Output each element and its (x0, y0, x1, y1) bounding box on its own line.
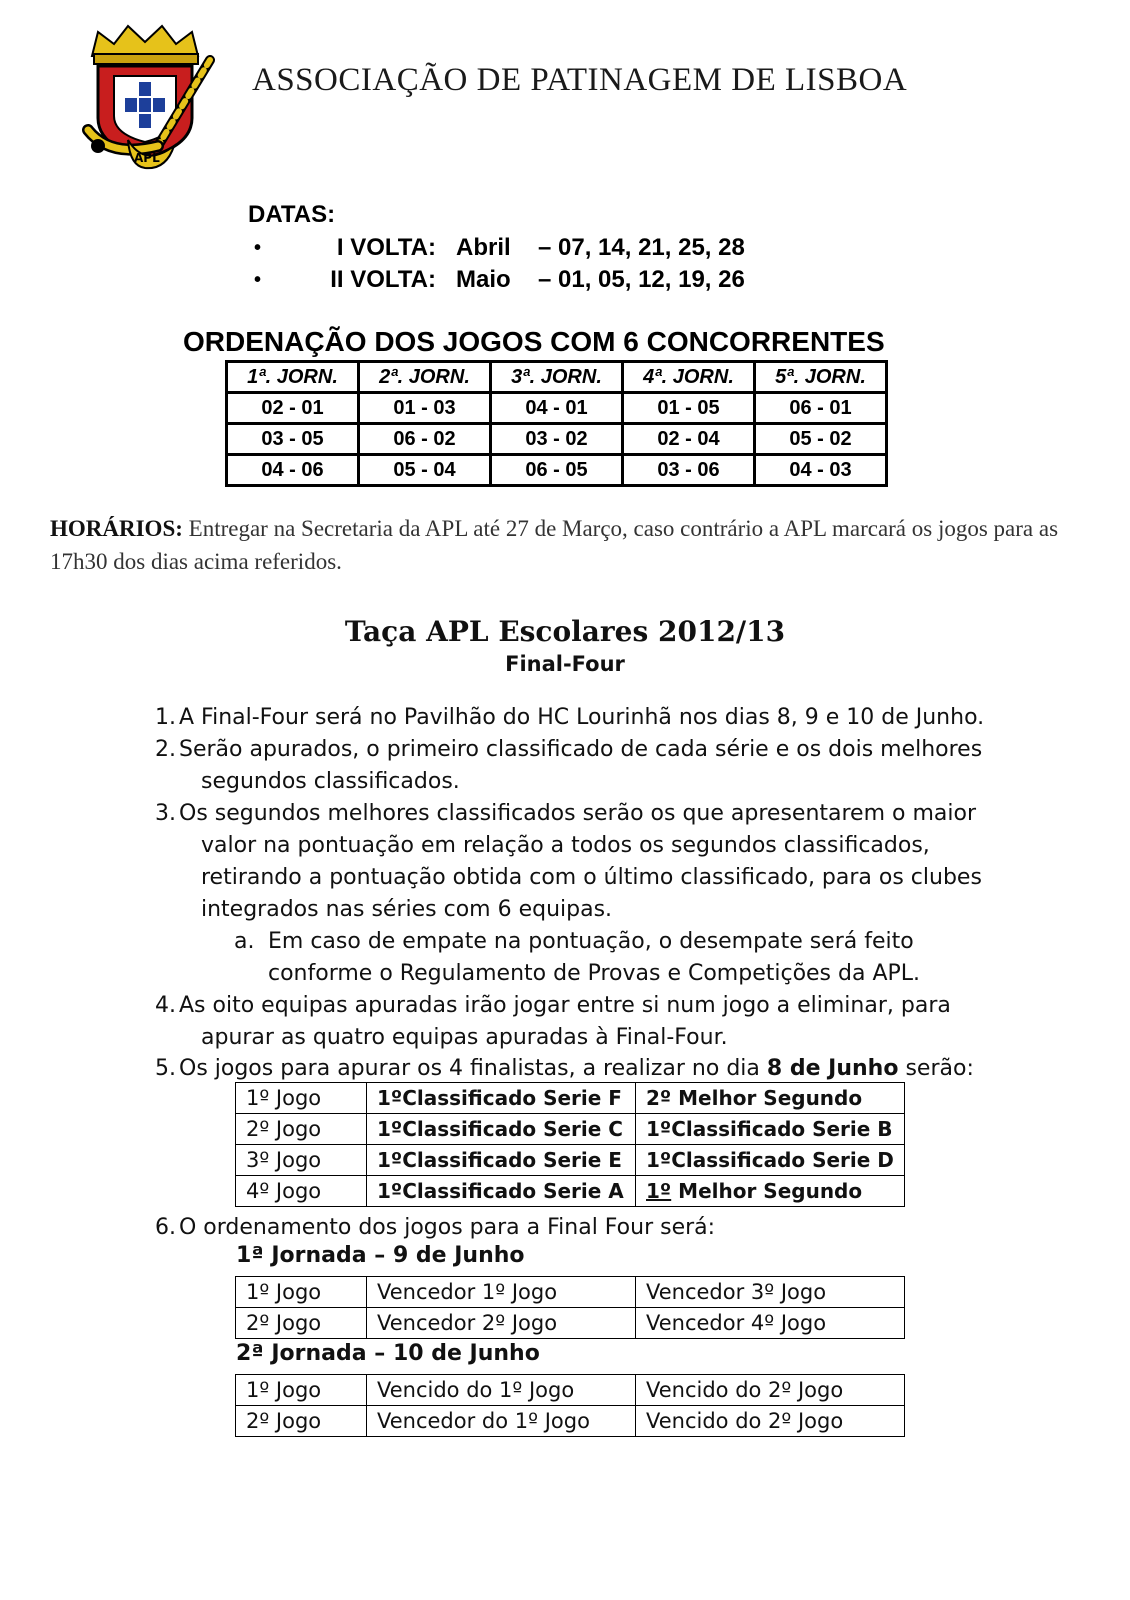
rule-text: conforme o Regulamento de Provas e Competições da APL. (268, 961, 921, 986)
game-number: 3º Jogo (236, 1145, 367, 1176)
round-month: Abril (456, 234, 511, 261)
schedule-label: HORÁRIOS: (50, 516, 183, 541)
round-label: II VOLTA: (330, 266, 436, 293)
home-team: Vencido do 1º Jogo (367, 1375, 636, 1406)
matchday-1-table (235, 1276, 905, 1339)
rule-number: 1. (155, 705, 176, 730)
round-month: Maio (456, 266, 511, 293)
qualifying-games-table (235, 1082, 905, 1207)
table-cell: 06 - 05 (491, 455, 623, 486)
matchday-1-title: 1ª Jornada – 9 de Junho (236, 1243, 525, 1268)
column-header: 1ª. JORN. (227, 362, 359, 393)
rule-item (155, 990, 951, 1022)
rule-item (155, 702, 984, 734)
matchday-2-title: 2ª Jornada – 10 de Junho (236, 1341, 540, 1366)
home-team: Vencedor do 1º Jogo (367, 1406, 636, 1437)
svg-text:APL: APL (134, 151, 160, 165)
game-number: 2º Jogo (236, 1308, 367, 1339)
home-team: Vencedor 1º Jogo (367, 1277, 636, 1308)
table-row (236, 1406, 905, 1437)
rule-item (155, 798, 976, 830)
round-label: I VOLTA: (336, 234, 436, 261)
table-row (236, 1176, 905, 1207)
rule-number: 4. (155, 993, 176, 1018)
game-number: 1º Jogo (236, 1375, 367, 1406)
round-days: – 01, 05, 12, 19, 26 (538, 266, 745, 293)
rule-item (155, 1053, 974, 1085)
away-team-rank: 1º (646, 1179, 672, 1203)
rule-item (155, 1212, 715, 1244)
rule-text: Os segundos melhores classificados serão os que apresentarem o maior (179, 801, 976, 826)
rule-number: a. (234, 929, 255, 954)
cup-subtitle: Final-Four (505, 652, 625, 676)
round-row (248, 264, 745, 296)
rule-number: 2. (155, 737, 176, 762)
home-team: 1ºClassificado Serie E (367, 1145, 636, 1176)
dates-section (248, 198, 745, 296)
sub-rule-item (234, 926, 914, 958)
rule-text: apurar as quatro equipas apuradas à Final-Four. (201, 1025, 728, 1050)
away-team (636, 1176, 905, 1207)
bullet-icon: • (254, 237, 262, 259)
table-cell: 03 - 06 (623, 455, 755, 486)
table-row (236, 1145, 905, 1176)
home-team: 1ºClassificado Serie F (367, 1083, 636, 1114)
table-cell: 01 - 03 (359, 393, 491, 424)
table-cell: 03 - 05 (227, 424, 359, 455)
rule-text: As oito equipas apuradas irão jogar entre si num jogo a eliminar, para (179, 993, 951, 1018)
rule-number: 3. (155, 801, 176, 826)
rule-number: 5. (155, 1056, 176, 1081)
table-row (227, 393, 887, 424)
game-number: 2º Jogo (236, 1406, 367, 1437)
organization-name: ASSOCIAÇÃO DE PATINAGEM DE LISBOA (252, 62, 908, 98)
game-number: 2º Jogo (236, 1114, 367, 1145)
table-row (236, 1114, 905, 1145)
table-row (236, 1308, 905, 1339)
game-number: 1º Jogo (236, 1277, 367, 1308)
table-cell: 06 - 01 (755, 393, 887, 424)
table-row (236, 1083, 905, 1114)
table-cell: 01 - 05 (623, 393, 755, 424)
rule-text: O ordenamento dos jogos para a Final Four será: (179, 1215, 716, 1240)
ordering-title: ORDENAÇÃO DOS JOGOS COM 6 CONCORRENTES (183, 326, 885, 357)
table-cell: 05 - 02 (755, 424, 887, 455)
apl-crest-logo (70, 18, 220, 170)
round-row (248, 232, 745, 264)
away-team-rest: Melhor Segundo (671, 1179, 863, 1203)
home-team: 1ºClassificado Serie C (367, 1114, 636, 1145)
table-header-row (227, 362, 887, 393)
rule-text: serão: (898, 1056, 974, 1081)
table-row (227, 424, 887, 455)
rule-text: Serão apurados, o primeiro classificado de cada série e os dois melhores (179, 737, 983, 762)
rule-item (155, 734, 982, 766)
crest-icon (70, 18, 220, 170)
away-team: 1ºClassificado Serie D (636, 1145, 905, 1176)
rule-text: valor na pontuação em relação a todos os segundos classificados, (201, 833, 930, 858)
ordering-table (225, 360, 888, 487)
table-cell: 06 - 02 (359, 424, 491, 455)
matchday-2-table (235, 1374, 905, 1437)
away-team: Vencido do 2º Jogo (636, 1375, 905, 1406)
game-number: 4º Jogo (236, 1176, 367, 1207)
home-team: Vencedor 2º Jogo (367, 1308, 636, 1339)
rule-text: A Final-Four será no Pavilhão do HC Lourinhã nos dias 8, 9 e 10 de Junho. (179, 705, 985, 730)
away-team: Vencido do 2º Jogo (636, 1406, 905, 1437)
table-cell: 02 - 04 (623, 424, 755, 455)
schedule-note (50, 512, 1090, 578)
table-row (227, 455, 887, 486)
table-cell: 02 - 01 (227, 393, 359, 424)
schedule-text: Entregar na Secretaria da APL até 27 de Março, caso contrário a APL marcará os jogos para as 17h30 dos dias acima referidos. (50, 516, 1059, 574)
away-team: 2º Melhor Segundo (636, 1083, 905, 1114)
table-cell: 05 - 04 (359, 455, 491, 486)
column-header: 5ª. JORN. (755, 362, 887, 393)
away-team: Vencedor 4º Jogo (636, 1308, 905, 1339)
bullet-icon: • (254, 269, 262, 291)
dates-title: DATAS: (248, 201, 336, 228)
column-header: 4ª. JORN. (623, 362, 755, 393)
home-team: 1ºClassificado Serie A (367, 1176, 636, 1207)
round-days: – 07, 14, 21, 25, 28 (538, 234, 745, 261)
table-cell: 04 - 06 (227, 455, 359, 486)
away-team: Vencedor 3º Jogo (636, 1277, 905, 1308)
cup-title: Taça APL Escolares 2012/13 (344, 615, 786, 648)
rule-date: 8 de Junho (766, 1056, 899, 1081)
table-cell: 04 - 03 (755, 455, 887, 486)
rule-text: segundos classificados. (201, 769, 460, 794)
away-team: 1ºClassificado Serie B (636, 1114, 905, 1145)
rule-text: Os jogos para apurar os 4 finalistas, a realizar no dia (179, 1056, 767, 1081)
table-row (236, 1375, 905, 1406)
table-cell: 03 - 02 (491, 424, 623, 455)
rule-text: retirando a pontuação obtida com o último classificado, para os clubes (201, 865, 982, 890)
table-cell: 04 - 01 (491, 393, 623, 424)
rule-text: Em caso de empate na pontuação, o desempate será feito (268, 929, 914, 954)
rule-text: integrados nas séries com 6 equipas. (201, 897, 613, 922)
column-header: 3ª. JORN. (491, 362, 623, 393)
game-number: 1º Jogo (236, 1083, 367, 1114)
column-header: 2ª. JORN. (359, 362, 491, 393)
table-row (236, 1277, 905, 1308)
rule-number: 6. (155, 1215, 176, 1240)
